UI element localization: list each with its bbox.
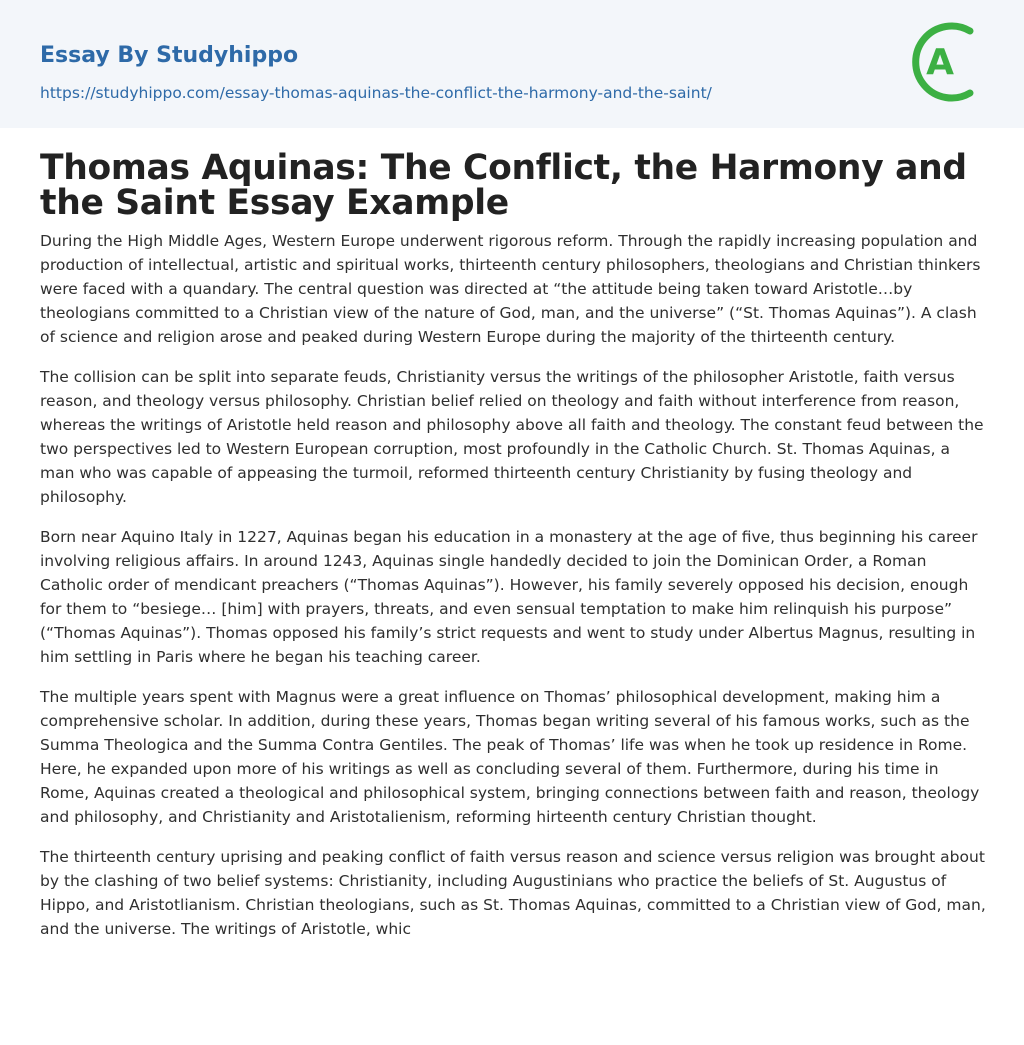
site-brand[interactable]: Essay By Studyhippo bbox=[40, 43, 299, 68]
studyhippo-logo-icon[interactable] bbox=[908, 17, 988, 107]
site-header bbox=[0, 0, 1024, 128]
essay-url-link[interactable]: https://studyhippo.com/essay-thomas-aquinas-the-conflict-the-harmony-and-the-saint/ bbox=[40, 84, 712, 102]
essay-title: Thomas Aquinas: The Conflict, the Harmony and the Saint Essay Example bbox=[40, 148, 967, 223]
paragraph: The collision can be split into separate feuds, Christianity versus the writings of the philosopher Aristotle, faith versus reason, and theology versus philosophy. Christian belief relied on theology and faith without interference from reason, whereas the writings of Aristotle held reason and philosophy above all faith and theology. The constant feud between the two perspectives led to Western European corruption, most profoundly in the Catholic Church. St. Thomas Aquinas, a man who was capable of appeasing the turmoil, reformed thirteenth century Christianity by fusing theology and philosophy. bbox=[40, 368, 984, 506]
paragraph: The thirteenth century uprising and peaking conflict of faith versus reason and science versus religion was brought about by the clashing of two belief systems: Christianity, including Augustinians who practice the beliefs of St. Augustus of Hippo, and Aristotlianism. Christian theologians, such as St. Thomas Aquinas, committed to a Christian view of God, man, and the universe. The writings of Aristotle, whic bbox=[40, 848, 986, 938]
paragraph: During the High Middle Ages, Western Europe underwent rigorous reform. Through the rapidly increasing population and production of intellectual, artistic and spiritual works, thirteenth century philosophers, theologians and Christian thinkers were faced with a quandary. The central question was directed at “the attitude being taken toward Aristotle…by theologians committed to a Christian view of the nature of God, man, and the universe” (“St. Thomas Aquinas”). A clash of science and religion arose and peaked during Western Europe during the majority of the thirteenth century. bbox=[40, 232, 981, 346]
logo-letter: A bbox=[926, 42, 954, 83]
essay-body bbox=[40, 229, 988, 957]
paragraph: The multiple years spent with Magnus were a great influence on Thomas’ philosophical development, making him a comprehensive scholar. In addition, during these years, Thomas began writing several of his famous works, such as the Summa Theologica and the Summa Contra Gentiles. The peak of Thomas’ life was when he took up residence in Rome. Here, he expanded upon more of his writings as well as concluding several of them. Furthermore, during his time in Rome, Aquinas created a theological and philosophical system, bringing connections between faith and reason, theology and philosophy, and Christianity and Aristotalienism, reforming hirteenth century Christian thought. bbox=[40, 688, 980, 826]
paragraph: Born near Aquino Italy in 1227, Aquinas began his education in a monastery at the age of five, thus beginning his career involving religious affairs. In around 1243, Aquinas single handedly decided to join the Dominican Order, a Roman Catholic order of mendicant preachers (“Thomas Aquinas”). However, his family severely opposed his decision, enough for them to “besiege… [him] with prayers, threats, and even sensual temptation to make him relinquish his purpose” (“Thomas Aquinas”). Thomas opposed his family’s strict requests and went to study under Albertus Magnus, resulting in him settling in Paris where he began his teaching career. bbox=[40, 528, 978, 666]
